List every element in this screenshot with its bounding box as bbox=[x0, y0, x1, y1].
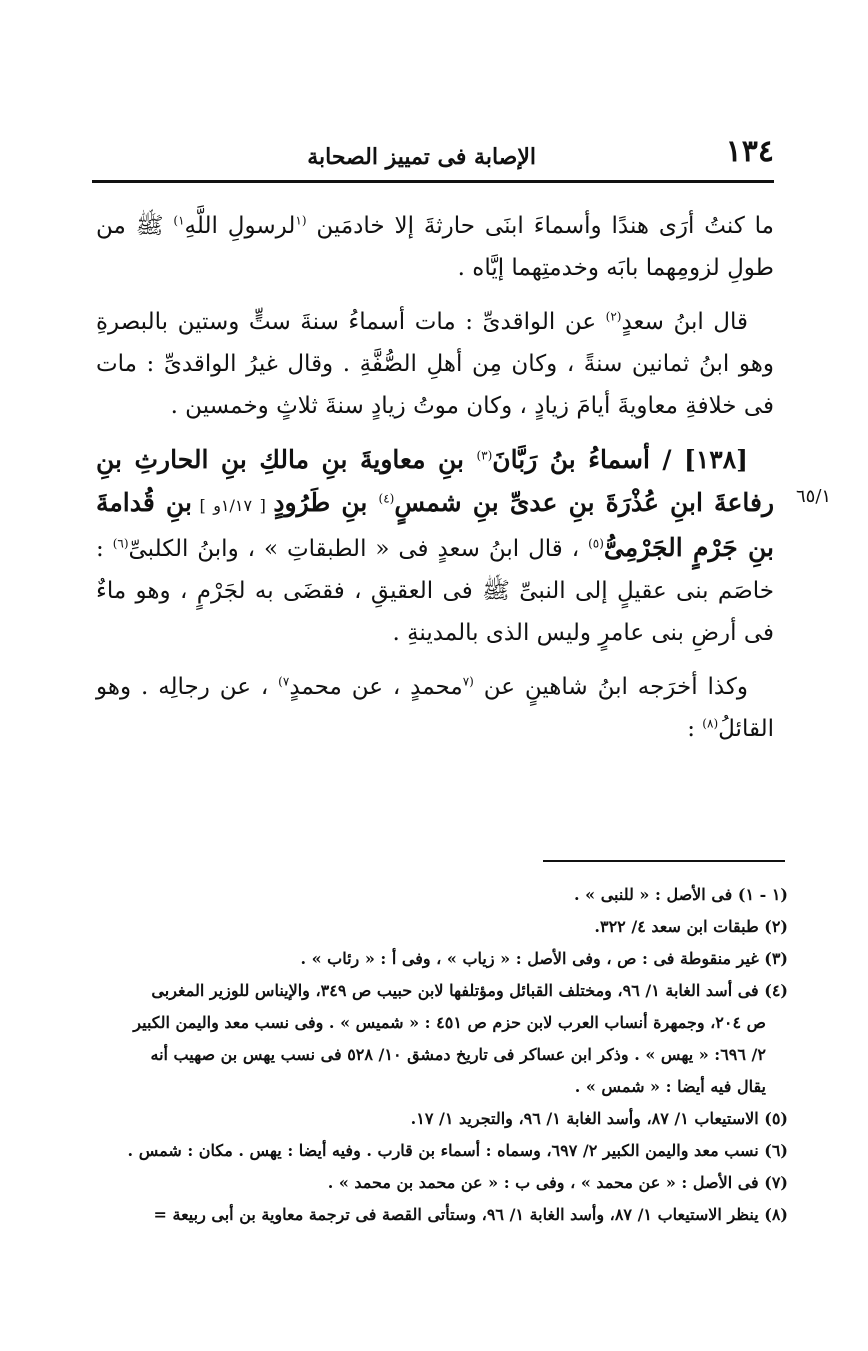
text-run: محمدٍ ، عن محمدٍ bbox=[289, 674, 463, 700]
page-number: ١٣٤ bbox=[725, 134, 774, 169]
footnote-4-line-3: ٢/ ٦٩٦: « يهس » . وذكر ابن عساكر فى تاريخ دمشق ١٠/ ٥٢٨ فى نسب يهس بن صهيب أنه bbox=[150, 1045, 766, 1064]
entry-heading: بنِ قُدامةَ بنِ جَرْمٍ الجَرْمِىُّ bbox=[96, 488, 775, 562]
footnote-marker: (٢) bbox=[605, 309, 622, 324]
footnote-8: (٨) ينظر الاستيعاب ١/ ٨٧، وأسد الغابة ١/ ٩٦، وستأتى القصة فى ترجمة معاوية بن أبى ربيعة = bbox=[153, 1205, 788, 1224]
footnote-marker: (٤) bbox=[378, 491, 395, 506]
footnote-5: (٥) الاستيعاب ١/ ٨٧، وأسد الغابة ١/ ٩٦، والتجريد ١/ ١٧. bbox=[410, 1109, 788, 1128]
entry-heading: بنِ معاويةَ بنِ مالكِ بنِ الحارثِ بنِ رفاعةَ ابنِ عُذْرَةَ بنِ عدىِّ بنِ شمسٍ bbox=[96, 445, 775, 517]
text-run: ما كنتُ أرَى هندًا وأسماءَ ابنَى حارثةَ إلا خادمَين bbox=[306, 213, 775, 239]
entry-heading: [١٣٨] / أسماءُ بنُ رَبَّانَ bbox=[492, 445, 748, 474]
footnote-separator bbox=[543, 860, 785, 862]
manuscript-reference: [ ١/١٧و ] bbox=[191, 496, 274, 515]
entry-heading: بنِ طَرُودٍ bbox=[273, 488, 379, 517]
header-rule bbox=[92, 180, 774, 183]
text-run: : bbox=[687, 716, 703, 742]
text-run: لرسولِ اللَّهِ bbox=[184, 213, 296, 239]
running-title: الإصابة فى تمييز الصحابة bbox=[307, 144, 536, 170]
footnote-4-line-4: يقال فيه أيضا : « شمس » . bbox=[574, 1077, 766, 1096]
footnotes bbox=[98, 880, 788, 1232]
footnote-marker: ٧) bbox=[278, 674, 290, 689]
text-run: وكذا أخرَجه ابنُ شاهينٍ عن bbox=[473, 674, 748, 700]
footnote-7: (٧) فى الأصل : « عن محمد » ، وفى ب : « عن محمد بن محمد » . bbox=[327, 1173, 788, 1192]
text-run: عن الواقدىِّ : مات أسماءُ سنةَ ستٍّ وستين بالبصرةِ وهو ابنُ ثمانين سنةً ، وكان مِن أهلِ الصُّفَّةِ . وقال غيرُ الواقدىِّ : مات فى خلافةِ معاويةَ أيامَ زيادٍ ، وكان موتُ زيادٍ سنةَ ثلاثٍ وخمسين . bbox=[96, 309, 774, 419]
margin-page-reference: ٦٥/١ bbox=[796, 486, 832, 507]
footnote-4-line-2: ص ٢٠٤، وجمهرة أنساب العرب لابن حزم ص ٤٥١ : « شميس » . وفى نسب معد واليمن الكبير bbox=[133, 1013, 766, 1032]
main-text bbox=[96, 205, 774, 762]
footnote-marker: (٣) bbox=[476, 448, 493, 463]
text-run: ﷺ من طولِ لزومِهما بابَه وخدمتِهما إيَّاه . bbox=[96, 213, 774, 281]
footnote-1: (١ - ١) فى الأصل : « للنبى » . bbox=[573, 885, 788, 904]
text-run: ، عن رجالِه . وهو القائلُ bbox=[96, 674, 774, 742]
text-run: قال ابنُ سعدٍ bbox=[621, 309, 748, 335]
text-run: : خاصَم بنى عقيلٍ إلى النبىِّ ﷺ فى العقيقِ ، فقضَى به لجَرْمٍ ، وهو ماءٌ فى أرضِ بنى عامرٍ وليس الذى بالمدينةِ . bbox=[96, 536, 774, 646]
footnote-marker: ١) bbox=[173, 213, 185, 228]
text-run: ، قال ابنُ سعدٍ فى « الطبقاتِ » ، وابنُ الكلبىِّ bbox=[128, 536, 589, 562]
footnote-marker: (٦) bbox=[112, 536, 129, 551]
footnote-6: (٦) نسب معد واليمن الكبير ٢/ ٦٩٧، وسماه : أسماء بن قارب . وفيه أيضا : يهس . مكان : شمس . bbox=[127, 1141, 788, 1160]
footnote-marker: (٥) bbox=[588, 536, 604, 551]
paragraph-2 bbox=[96, 301, 774, 427]
page-header bbox=[92, 134, 774, 182]
paragraph-1 bbox=[96, 205, 774, 289]
entry-138 bbox=[96, 439, 774, 654]
paragraph-4 bbox=[96, 666, 774, 750]
footnote-marker: (٨) bbox=[702, 716, 719, 731]
footnote-marker: (٧ bbox=[462, 674, 474, 689]
footnote-2: (٢) طبقات ابن سعد ٤/ ٣٢٢. bbox=[594, 917, 788, 936]
footnote-4: (٤) فى أسد الغابة ١/ ٩٦، ومختلف القبائل ومؤتلفها لابن حبيب ص ٣٤٩، والإيناس للوزير المغربى bbox=[151, 981, 788, 1000]
footnote-marker: (١ bbox=[295, 213, 307, 228]
footnote-3: (٣) غير منقوطة فى : ص ، وفى الأصل : « زياب » ، وفى أ : « رئاب » . bbox=[300, 949, 788, 968]
